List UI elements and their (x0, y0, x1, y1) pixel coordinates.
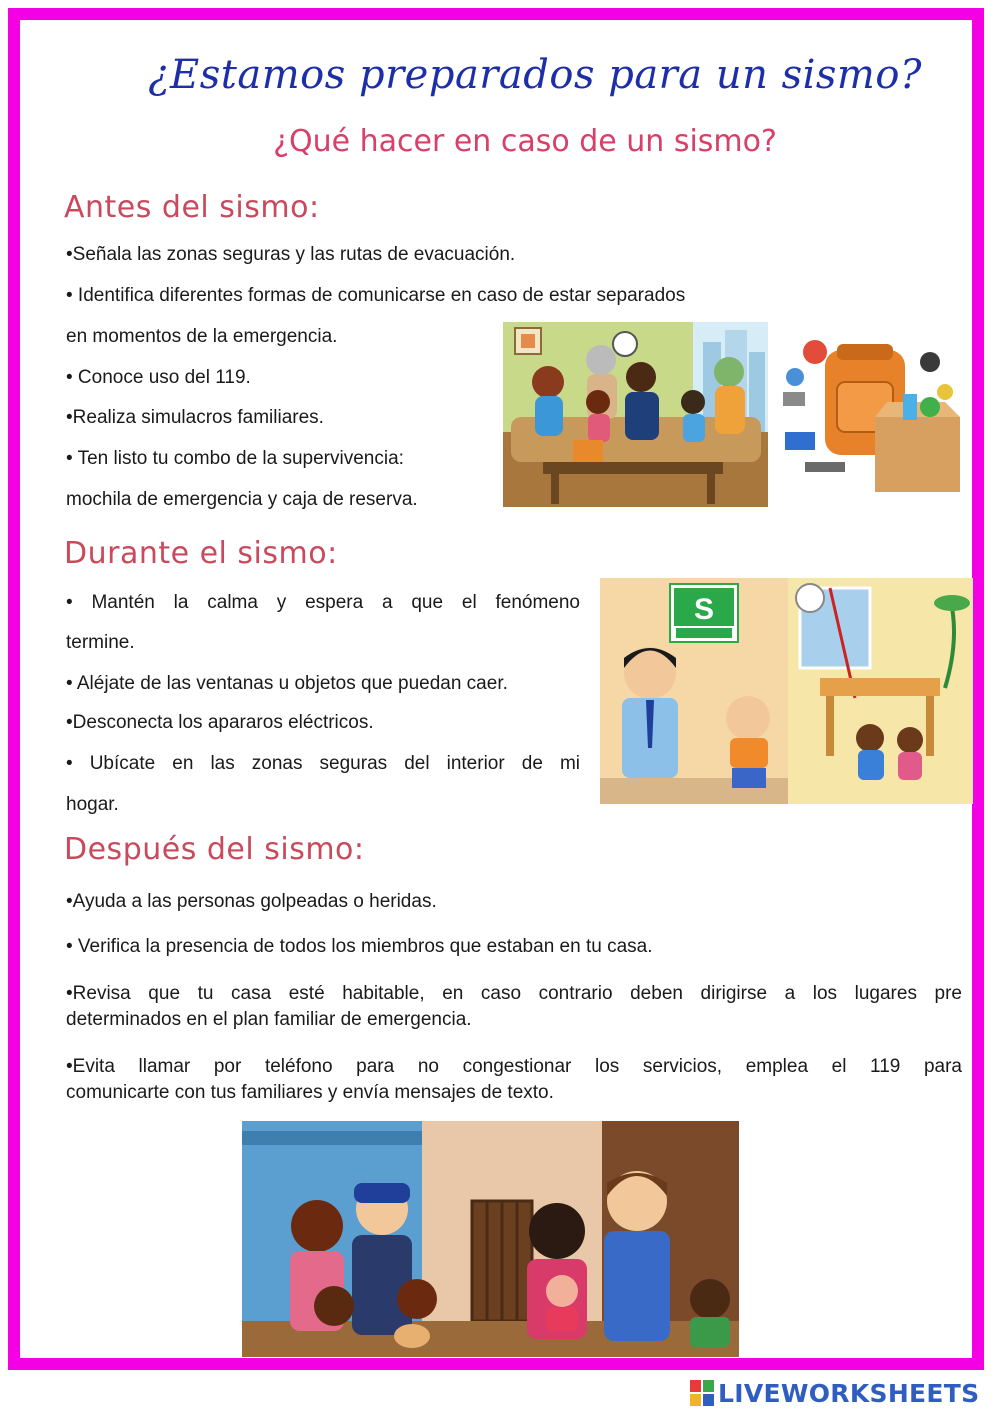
liveworksheets-logo[interactable] (690, 1378, 979, 1408)
family-rescue-illustration (242, 1121, 739, 1357)
despues-item-line: •Revisa que tu casa esté habitable, en caso contrario deben dirigirse a los lugares pre (66, 983, 962, 1004)
heading-despues: Después del sismo: (64, 832, 365, 867)
antes-line: • Ten listo tu combo de la supervivencia: (66, 448, 404, 469)
durante-line: termine. (66, 632, 135, 653)
page-title: ¿Estamos preparados para un sismo? (148, 52, 922, 98)
despues-item-3 (66, 981, 962, 1033)
despues-item: • Verifica la presencia de todos los miembros que estaban en tu casa. (66, 936, 653, 957)
antes-line: mochila de emergencia y caja de reserva. (66, 489, 418, 510)
antes-line: •Realiza simulacros familiares. (66, 407, 324, 428)
page-subtitle: ¿Qué hacer en caso de un sismo? (273, 124, 777, 159)
antes-line: • Conoce uso del 119. (66, 367, 251, 388)
despues-item-4 (66, 1054, 962, 1106)
despues-item-line: comunicarte con tus familiares y envía mensajes de texto. (66, 1082, 554, 1103)
despues-item: •Ayuda a las personas golpeadas o heridas. (66, 891, 437, 912)
durante-line: • Ubícate en las zonas seguras del interior de mi (66, 753, 580, 774)
heading-antes: Antes del sismo: (64, 190, 320, 225)
despues-item-line: •Evita llamar por teléfono para no congestionar los servicios, emplea el 119 para (66, 1056, 962, 1077)
safe-zone-sign: S (693, 593, 715, 626)
antes-line: • Identifica diferentes formas de comunicarse en caso de estar separados (66, 285, 686, 306)
liveworksheets-badge-icon (690, 1380, 714, 1406)
classroom-illustration (600, 578, 973, 804)
durante-line: • Aléjate de las ventanas u objetos que puedan caer. (66, 673, 508, 694)
durante-line: •Desconecta los apararos eléctricos. (66, 712, 374, 733)
antes-line: •Señala las zonas seguras y las rutas de evacuación. (66, 244, 516, 265)
despues-item-line: determinados en el plan familiar de emergencia. (66, 1009, 472, 1030)
liveworksheets-brand: LIVEWORKSHEETS (718, 1378, 980, 1408)
antes-line: en momentos de la emergencia. (66, 326, 338, 347)
durante-line: hogar. (66, 794, 119, 815)
heading-durante: Durante el sismo: (64, 536, 338, 571)
family-illustration (503, 322, 768, 507)
emergency-kit-illustration (775, 322, 965, 507)
durante-line: • Mantén la calma y espera a que el fenómeno (66, 592, 580, 613)
